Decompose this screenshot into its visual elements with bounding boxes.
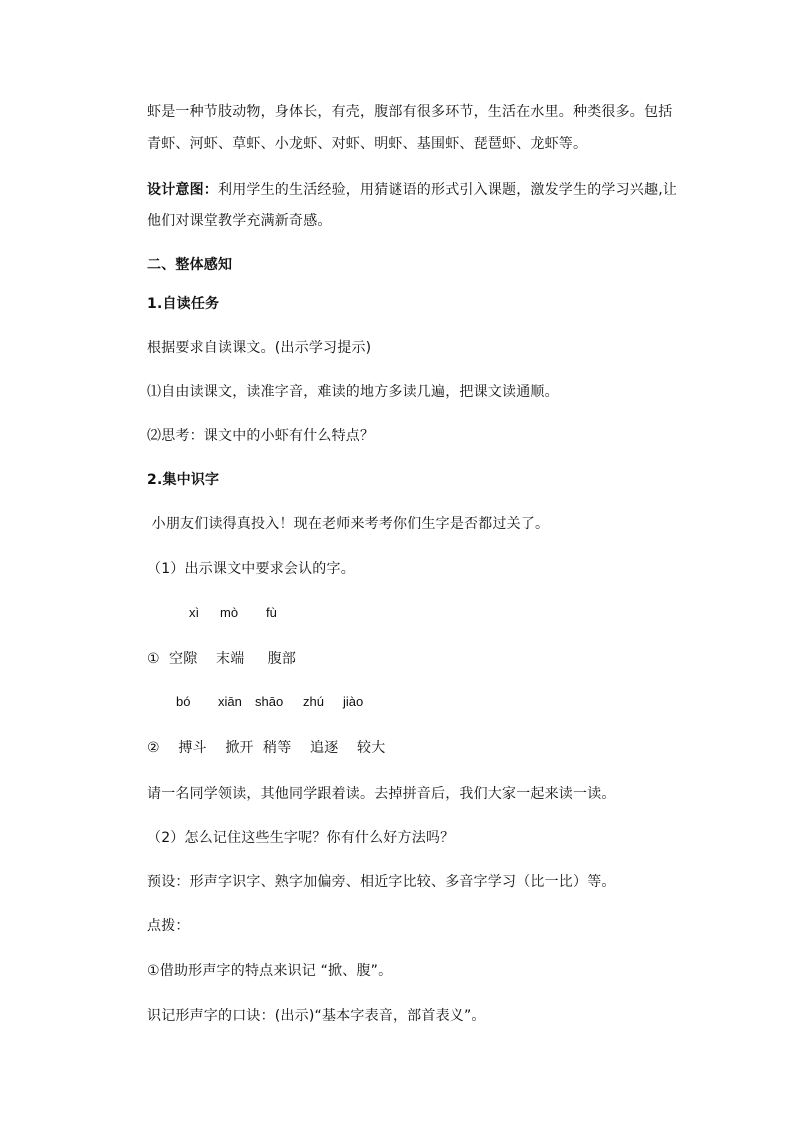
subheading: 2.集中识字	[147, 472, 220, 488]
word-group: ② 搏斗 掀开 稍等 追逐 较大	[147, 740, 386, 756]
doc-line: 请一名同学领读，其他同学跟着读。去掉拼音后，我们大家一起来读一读。	[147, 786, 616, 802]
pinyin: mò	[220, 605, 239, 620]
doc-line: 根据要求自读课文。(出示学习提示)	[147, 340, 372, 356]
pinyin: fù	[266, 605, 277, 620]
pinyin: bó	[176, 694, 191, 709]
doc-line: 点拨：	[147, 918, 190, 934]
section-heading: 二、整体感知	[147, 257, 233, 273]
subheading: 1.自读任务	[147, 296, 220, 312]
doc-line: 小朋友们读得真投入！现在老师来考考你们生字是否都过关了。	[147, 516, 550, 532]
doc-line: ①借助形声字的特点来识记 “掀、腹”。	[147, 963, 393, 979]
pinyin: xiān	[218, 694, 242, 709]
doc-line: 识记形声字的口诀：(出示)“基本字表音，部首表义”。	[147, 1008, 486, 1024]
pinyin: shāo	[255, 694, 284, 709]
doc-line: 虾是一种节肢动物，身体长，有壳，腹部有很多环节，生活在水里。种类很多。包括	[147, 104, 673, 120]
word-group: ① 空隙 末端 腹部	[147, 651, 297, 667]
pinyin: jiào	[343, 694, 364, 709]
design-text: 利用学生的生活经验，用猜谜语的形式引入课题，激发学生的学习兴趣,让	[218, 182, 678, 198]
doc-line: （1）出示课文中要求会认的字。	[147, 561, 355, 577]
doc-line: （2）怎么记住这些生字呢？你有什么好方法吗？	[147, 830, 455, 846]
pinyin: zhú	[303, 694, 324, 709]
list-item: ⑴自由读课文，读准字音，难读的地方多读几遍，把课文读通顺。	[147, 384, 559, 400]
doc-line: 预设：形声字识字、熟字加偏旁、相近字比较、多音字学习（比一比）等。	[147, 874, 616, 890]
pinyin: xì	[189, 605, 200, 620]
doc-line: 青虾、河虾、草虾、小龙虾、对虾、明虾、基围虾、琵琶虾、龙虾等。	[147, 136, 588, 152]
design-label: 设计意图：	[147, 182, 218, 198]
list-item: ⑵思考：课文中的小虾有什么特点？	[147, 428, 375, 444]
design-intent	[147, 179, 677, 201]
doc-line: 他们对课堂教学充满新奇感。	[147, 213, 332, 229]
